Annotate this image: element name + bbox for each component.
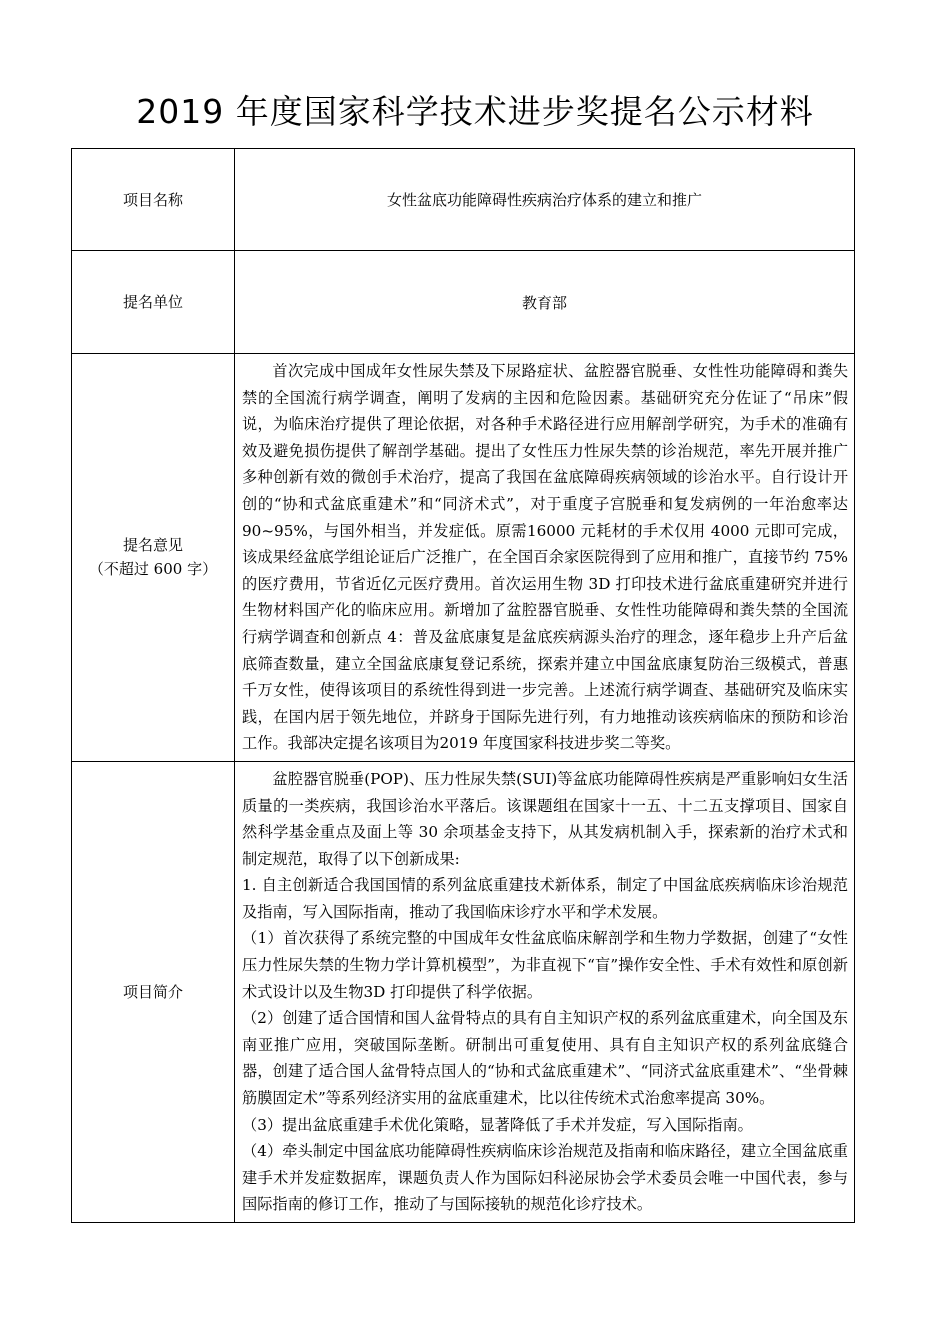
opinion-label-note: （不超过 600 字）	[88, 560, 218, 579]
opinion-label-cell	[72, 354, 235, 762]
summary-label: 项目简介	[72, 761, 235, 1222]
summary-intro: 盆腔器官脱垂(POP)、压力性尿失禁(SUI)等盆底功能障碍性疾病是严重影响妇女生活质量的一类疾病，我国诊治水平落后。该课题组在国家十一五、十二五支撑项目、国家自然科学基金重点及面上等 30 余项基金支持下，从其发病机制入手，探索新的治疗术式和制定规范，取得了以下创新成果:	[242, 769, 848, 868]
opinion-label: 提名意见	[122, 536, 183, 555]
nominator-label: 提名单位	[72, 251, 235, 354]
table-row-opinion	[72, 354, 855, 762]
table-row-project-name	[72, 149, 855, 251]
project-name-label: 项目名称	[72, 149, 235, 251]
summary-sub-3: （3）提出盆底重建手术优化策略，显著降低了手术并发症，写入国际指南。	[242, 1115, 753, 1134]
opinion-cell	[235, 354, 855, 762]
nomination-table	[71, 148, 855, 1223]
project-name-value: 女性盆底功能障碍性疾病治疗体系的建立和推广	[235, 149, 855, 251]
nominator-value: 教育部	[235, 251, 855, 354]
summary-sub-1: （1）首次获得了系统完整的中国成年女性盆底临床解剖学和生物力学数据，创建了“女性压力性尿失禁的生物力学计算机模型”，为非直视下“盲”操作安全性、手术有效性和原创新术式设计以及生物3D 打印提供了科学依据。	[242, 929, 848, 1001]
summary-point-1: 1. 自主创新适合我国国情的系列盆底重建技术新体系，制定了中国盆底疾病临床诊治规范及指南，写入国际指南，推动了我国临床诊疗水平和学术发展。	[242, 876, 848, 921]
opinion-text: 首次完成中国成年女性尿失禁及下尿路症状、盆腔器官脱垂、女性性功能障碍和粪失禁的全国流行病学调查，阐明了发病的主因和危险因素。基础研究充分佐证了“吊床”假说，为临床治疗提供了理论依据，对各种手术路径进行应用解剖学研究，为手术的准确有效及避免损伤提供了解剖学基础。提出了女性压力性尿失禁的诊治规范，率先开展并推广多种创新有效的微创手术治疗，提高了我国在盆底障碍疾病领域的诊治水平。自行设计开创的“协和式盆底重建术”和“同济术式”，对于重度子宫脱垂和复发病例的一年治愈率达90~95%，与国外相当，并发症低。原需16000 元耗材的手术仅用 4000 元即可完成，该成果经盆底学组论证后广泛推广，在全国百余家医院得到了应用和推广，直接节约 75%的医疗费用，节省近亿元医疗费用。首次运用生物 3D 打印技术进行盆底重建研究并进行生物材料国产化的临床应用。新增加了盆腔器官脱垂、女性性功能障碍和粪失禁的全国流行病学调查和创新点 4：普及盆底康复是盆底疾病源头治疗的理念，逐年稳步上升产后盆底筛查数量，建立全国盆底康复登记系统，探索并建立中国盆底康复防治三级模式，普惠千万女性，使得该项目的系统性得到进一步完善。上述流行病学调查、基础研究及临床实践，在国内居于领先地位，并跻身于国际先进行列，有力地推动该疾病临床的预防和诊治工作。我部决定提名该项目为2019 年度国家科技进步奖二等奖。	[242, 362, 848, 753]
summary-cell	[235, 761, 855, 1222]
page-title: 2019 年度国家科学技术进步奖提名公示材料	[136, 92, 814, 131]
table-row-summary	[72, 761, 855, 1222]
summary-sub-4: （4）牵头制定中国盆底功能障碍性疾病临床诊治规范及指南和临床路径，建立全国盆底重建手术并发症数据库，课题负责人作为国际妇科泌尿协会学术委员会唯一中国代表，参与国际指南的修订工作，推动了与国际接轨的规范化诊疗技术。	[242, 1142, 848, 1214]
table-row-nominator	[72, 251, 855, 354]
summary-sub-2: （2）创建了适合国情和国人盆骨特点的具有自主知识产权的系列盆底重建术，向全国及东南亚推广应用，突破国际垄断。研制出可重复使用、具有自主知识产权的系列盆底缝合器，创建了适合国人盆骨特点国人的“协和式盆底重建术”、“同济式盆底重建术”、“坐骨棘筋膜固定术”等系列经济实用的盆底重建术，比以往传统术式治愈率提高 30%。	[242, 1009, 848, 1108]
